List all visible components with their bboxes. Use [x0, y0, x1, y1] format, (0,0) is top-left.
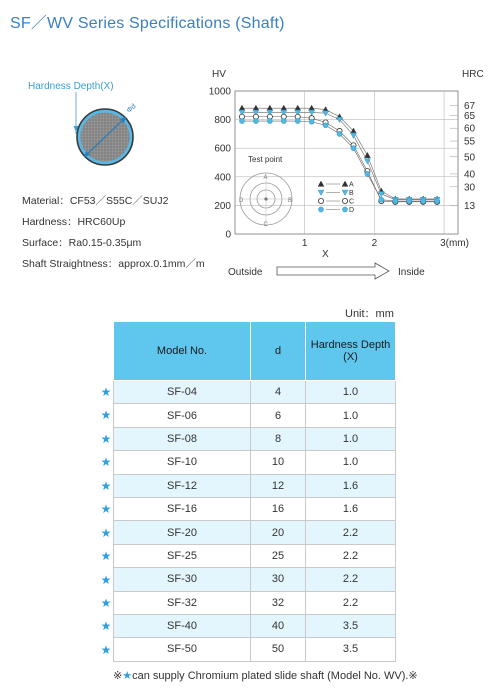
star-icon: ★ — [100, 502, 112, 517]
cell-d: 50 — [251, 638, 306, 661]
table-row — [114, 614, 396, 637]
table-row — [114, 568, 396, 591]
y-axis-left-title: HV — [212, 69, 226, 80]
legend-label: B — [349, 190, 354, 197]
data-point — [421, 199, 426, 204]
star-icon: ★ — [100, 385, 112, 399]
y-tick-right: 60 — [464, 123, 476, 135]
star-icon: ★ — [100, 595, 112, 610]
table-row — [114, 427, 396, 450]
cell-model: SF-32 — [114, 591, 251, 614]
cell-d: 25 — [251, 544, 306, 567]
spec-list — [22, 191, 205, 275]
legend-label: A — [349, 181, 354, 189]
cell-d: 20 — [251, 521, 306, 544]
y-tick-right: 67 — [464, 100, 476, 112]
table-row — [114, 591, 396, 614]
note-star: ★ — [122, 670, 133, 682]
data-point — [337, 131, 342, 136]
spec-hardness: Hardness：HRC60Up — [22, 216, 126, 228]
cell-depth: 1.0 — [306, 427, 396, 450]
inset-point-c: C — [263, 222, 268, 228]
cell-model: SF-12 — [114, 474, 251, 497]
cell-model: SF-06 — [114, 404, 251, 427]
cell-depth: 2.2 — [306, 521, 396, 544]
direction-arrow — [277, 263, 389, 279]
x-axis-title: X — [322, 249, 329, 260]
cell-model: SF-30 — [114, 568, 251, 591]
star-icon: ★ — [100, 549, 112, 564]
y-tick-left: 600 — [214, 143, 231, 155]
cell-depth: 2.2 — [306, 568, 396, 591]
y-tick-right: 65 — [464, 110, 476, 122]
star-icon: ★ — [100, 525, 112, 540]
cell-model: SF-50 — [114, 638, 251, 661]
cell-model: SF-25 — [114, 544, 251, 567]
cell-depth: 3.5 — [306, 638, 396, 661]
data-point — [351, 146, 356, 151]
x-tick: 2 — [371, 238, 378, 249]
cell-d: 32 — [251, 591, 306, 614]
y-axis-right-title: HRC — [462, 69, 484, 80]
spec-material: Material：CF53／S55C／SUJ2 — [22, 195, 169, 207]
data-point — [350, 133, 356, 138]
data-point — [295, 118, 300, 123]
y-tick-left: 1000 — [208, 86, 231, 98]
header-model: Model No. — [114, 322, 251, 381]
inset-point-d: D — [239, 198, 244, 204]
star-icon: ★ — [100, 408, 112, 423]
legend-marker — [342, 207, 347, 212]
inset-point-a: A — [263, 175, 268, 181]
data-point — [407, 199, 412, 204]
header-depth: Hardness Depth (X) — [306, 322, 396, 381]
data-point — [434, 199, 439, 204]
table-row — [114, 544, 396, 567]
cell-model: SF-04 — [114, 381, 251, 404]
cell-model: SF-08 — [114, 427, 251, 450]
cell-d: 16 — [251, 497, 306, 520]
cell-model: SF-20 — [114, 521, 251, 544]
cell-d: 12 — [251, 474, 306, 497]
data-point — [379, 197, 384, 202]
cell-depth: 3.5 — [306, 614, 396, 637]
y-tick-left: 400 — [214, 172, 231, 184]
cell-d: 10 — [251, 451, 306, 474]
legend-marker — [318, 190, 324, 195]
header-d: d — [251, 322, 306, 381]
note-prefix: ※ — [113, 670, 123, 682]
hardness-chart — [200, 62, 500, 282]
y-ticks-left — [209, 87, 232, 241]
cell-d: 40 — [251, 614, 306, 637]
shaft-cross-section — [20, 74, 180, 184]
cell-depth: 2.2 — [306, 544, 396, 567]
y-tick-right: 13 — [464, 200, 476, 212]
inset-title: Test point — [248, 155, 283, 164]
footnote — [113, 669, 418, 682]
data-point — [239, 118, 244, 123]
direction-outside: Outside — [228, 267, 263, 278]
data-point — [253, 118, 258, 123]
table-row — [114, 497, 396, 520]
hardness-depth-label: Hardness Depth(X) — [28, 81, 114, 92]
spec-straightness: Shaft Straightness：approx.0.1mm／m — [22, 258, 205, 270]
y-tick-left: 800 — [214, 115, 231, 127]
data-point — [281, 118, 286, 123]
data-point — [309, 119, 314, 124]
cell-depth: 1.6 — [306, 474, 396, 497]
table-row — [114, 404, 396, 427]
y-tick-left: 200 — [214, 200, 231, 212]
star-icon: ★ — [100, 642, 112, 657]
y-tick-right: 55 — [464, 136, 476, 148]
cell-d: 8 — [251, 427, 306, 450]
x-ticks — [302, 238, 469, 249]
legend-marker — [342, 181, 348, 186]
cell-depth: 1.0 — [306, 451, 396, 474]
test-point-inset — [239, 155, 292, 228]
star-icon: ★ — [100, 619, 112, 634]
star-icon: ★ — [100, 572, 112, 587]
legend-marker — [318, 198, 323, 203]
x-tick: 1 — [301, 238, 308, 249]
legend-marker — [318, 181, 324, 186]
direction-inside: Inside — [398, 267, 425, 278]
cell-depth: 1.0 — [306, 404, 396, 427]
cell-model: SF-10 — [114, 451, 251, 474]
diameter-label: Φd — [125, 103, 138, 115]
y-tick-left: 0 — [225, 229, 231, 241]
cell-depth: 1.6 — [306, 497, 396, 520]
star-column — [99, 381, 113, 662]
unit-label: Unit：mm — [345, 308, 394, 320]
cell-d: 4 — [251, 381, 306, 404]
data-point — [323, 123, 328, 128]
legend-marker — [318, 207, 323, 212]
x-tick: 3(mm) — [440, 238, 469, 249]
cell-depth: 1.0 — [306, 381, 396, 404]
spec-surface: Surface：Ra0.15-0.35μm — [22, 237, 142, 249]
table-row — [114, 451, 396, 474]
cell-model: SF-16 — [114, 497, 251, 520]
legend-marker — [342, 198, 347, 203]
chart-legend — [318, 181, 354, 214]
star-icon: ★ — [100, 455, 112, 470]
table-row — [114, 638, 396, 661]
table-row — [114, 521, 396, 544]
cell-d: 6 — [251, 404, 306, 427]
page-title: SF／WV Series Specifications (Shaft) — [10, 15, 285, 32]
y-tick-right: 40 — [464, 169, 476, 181]
spec-table — [113, 321, 396, 662]
data-point — [393, 199, 398, 204]
y-tick-right: 50 — [464, 152, 476, 164]
star-icon: ★ — [100, 431, 112, 446]
cell-d: 30 — [251, 568, 306, 591]
cell-model: SF-40 — [114, 614, 251, 637]
note-text: can supply Chromium plated slide shaft (Model No. WV).※ — [132, 670, 418, 682]
star-icon: ★ — [100, 478, 112, 493]
inset-point-b: B — [288, 198, 293, 204]
legend-label: C — [349, 198, 355, 206]
data-point — [323, 111, 329, 116]
data-point — [365, 171, 370, 176]
y-tick-right: 30 — [464, 182, 476, 194]
table-row — [114, 474, 396, 497]
legend-label: D — [349, 207, 355, 214]
table-row — [114, 381, 396, 404]
y-ticks-right — [464, 101, 476, 212]
cell-depth: 2.2 — [306, 591, 396, 614]
data-point — [267, 118, 272, 123]
legend-marker — [342, 190, 348, 195]
